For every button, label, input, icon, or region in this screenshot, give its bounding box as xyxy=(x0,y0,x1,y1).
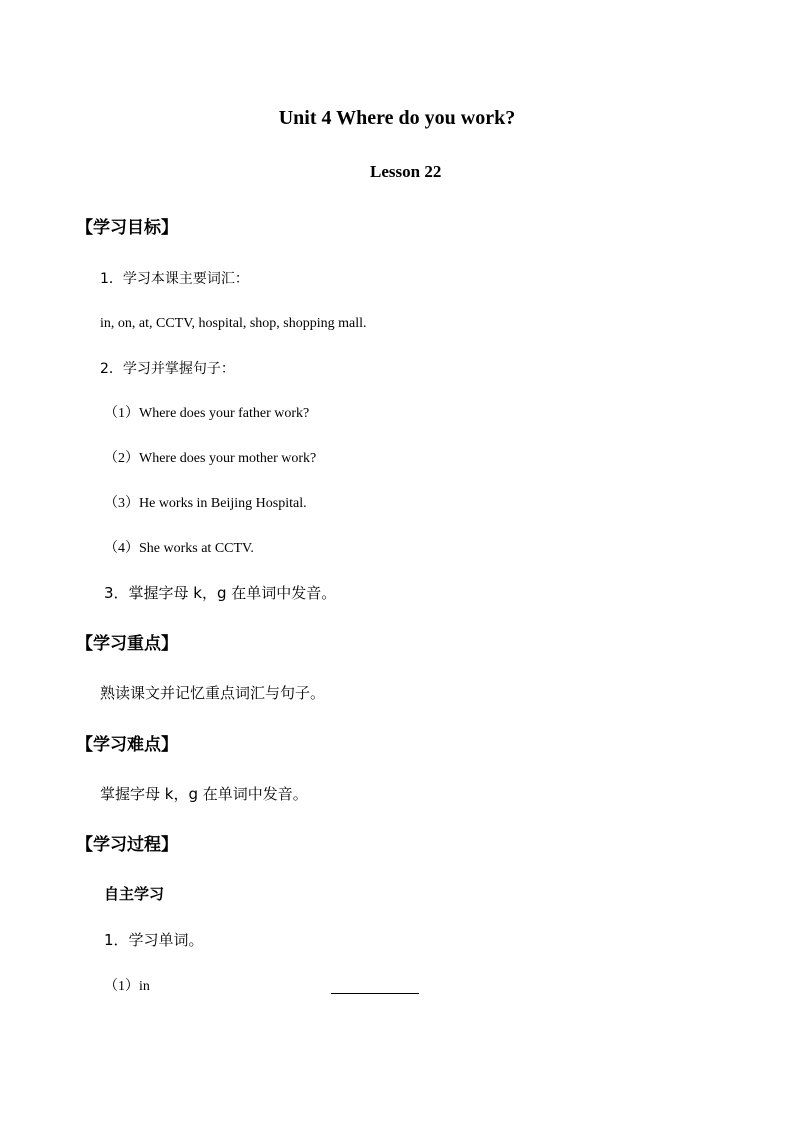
sentence-1: （1）Where does your father work? xyxy=(104,406,310,421)
section-heading-objectives: 【学习目标】 xyxy=(76,218,178,238)
lesson-subtitle: Lesson 22 xyxy=(370,162,442,181)
objective-item-2: 2．学习并掌握句子： xyxy=(100,361,235,377)
answer-blank-line[interactable] xyxy=(331,993,419,994)
section-heading-key-points: 【学习重点】 xyxy=(76,634,178,654)
objective-item-3: 3．掌握字母 k，g 在单词中发音。 xyxy=(104,584,337,602)
word-item-1: （1）in xyxy=(104,979,150,994)
section-heading-difficulties: 【学习难点】 xyxy=(76,735,178,755)
page-title: Unit 4 Where do you work? xyxy=(278,107,516,129)
vocabulary-list: in, on, at, CCTV, hospital, shop, shopping mall. xyxy=(100,316,367,331)
key-points-text: 熟读课文并记忆重点词汇与句子。 xyxy=(100,684,326,702)
objective-item-1: 1．学习本课主要词汇： xyxy=(100,271,249,287)
sentence-3: （3）He works in Beijing Hospital. xyxy=(104,496,307,511)
section-heading-process: 【学习过程】 xyxy=(76,835,178,855)
self-study-subheading: 自主学习 xyxy=(104,885,165,903)
sentence-2: （2）Where does your mother work? xyxy=(104,451,317,466)
sentence-4: （4）She works at CCTV. xyxy=(104,541,254,556)
difficulties-text: 掌握字母 k，g 在单词中发音。 xyxy=(100,785,308,803)
process-item-1: 1．学习单词。 xyxy=(104,931,204,949)
